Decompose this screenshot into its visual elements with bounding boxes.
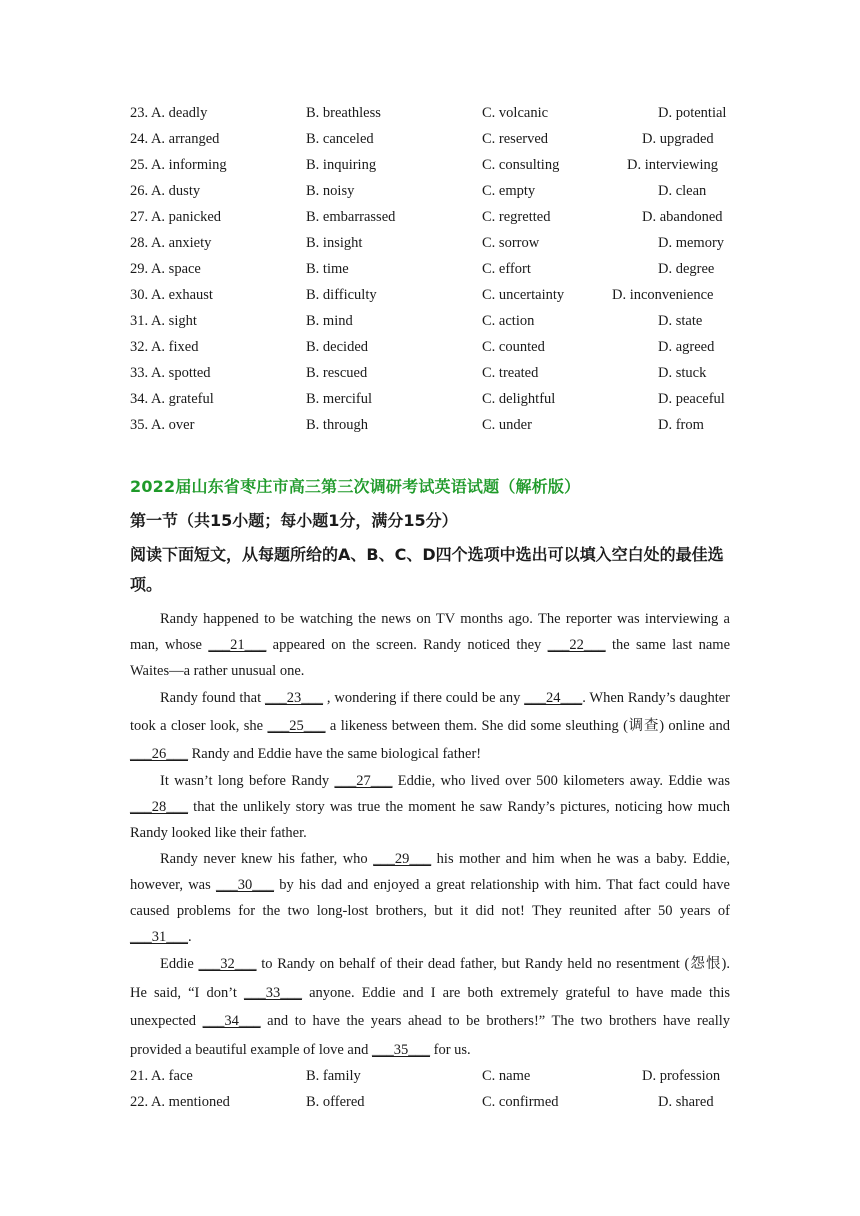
passage-text: . When Randy’s daughter took a closer look, she: [130, 690, 731, 734]
passage-text: Randy happened to be watching the news on TV months ago. The reporter was interviewing a man, whose: [130, 611, 730, 653]
option-d: D. agreed: [658, 339, 715, 355]
option-c: C. empty: [482, 183, 536, 199]
option-b: B. through: [306, 417, 369, 433]
paragraph-2: [130, 684, 730, 768]
passage-text: Randy never knew his father, who: [160, 851, 374, 867]
passage-text: Eddie: [160, 956, 199, 972]
passage-text: that the unlikely story was true the moment he saw Randy’s pictures, noticing how much Randy looked like their father.: [130, 799, 730, 841]
option-c: C. volcanic: [482, 105, 549, 121]
option-d: D. upgraded: [642, 131, 714, 147]
option-row-34: [130, 386, 750, 412]
option-a: 25. A. informing: [130, 157, 227, 173]
passage-text: the same last name Waites—a rather unusual one.: [130, 637, 731, 679]
option-d: D. shared: [658, 1094, 714, 1110]
option-b: B. family: [306, 1068, 361, 1084]
option-d: D. state: [658, 313, 703, 329]
blank-25: ___25___: [267, 718, 326, 734]
section-heading: 第一节（共15小题；每小题1分，满分15分）: [130, 511, 458, 530]
option-d: D. memory: [658, 235, 725, 251]
option-row-31: [130, 308, 750, 334]
blank-30: ___30___: [216, 877, 274, 893]
passage-text: to Randy on behalf of their dead father, but Randy held no resentment (怨恨). He said, “I don’t: [130, 956, 730, 1001]
option-a: 32. A. fixed: [130, 339, 199, 355]
option-c: C. sorrow: [482, 235, 540, 251]
instructions: 阅读下面短文，从每题所给的A、B、C、D四个选项中选出可以填入空白处的最佳选项。: [130, 545, 724, 594]
paragraph-1: [130, 606, 730, 684]
blank-33: ___33___: [243, 984, 302, 1001]
passage-text: Eddie, who lived over 500 kilometers away. Eddie was: [392, 773, 730, 789]
option-row-29: [130, 256, 750, 282]
option-row-25: [130, 152, 750, 178]
option-a: 35. A. over: [130, 417, 195, 433]
option-d: D. from: [658, 417, 704, 433]
cloze-passage: [130, 606, 730, 1064]
option-b: B. insight: [306, 235, 363, 251]
passage-text: and to have the years ahead to be brothers!” The two brothers have really provided a beautiful example of love and: [130, 1013, 730, 1058]
option-c: C. treated: [482, 365, 539, 381]
blank-34: ___34___: [202, 1013, 261, 1029]
option-b: B. breathless: [306, 105, 381, 121]
option-a: 22. A. mentioned: [130, 1094, 230, 1110]
option-d: D. abandoned: [642, 209, 723, 225]
passage-text: a likeness between them. She did some sleuthing (调查) online and: [325, 718, 730, 734]
option-b: B. inquiring: [306, 157, 377, 173]
option-c: C. reserved: [482, 131, 549, 147]
passage-text: It wasn’t long before Randy: [160, 773, 335, 789]
option-a: 31. A. sight: [130, 313, 197, 329]
passage-text: Randy and Eddie have the same biological father!: [188, 746, 482, 762]
blank-32: ___32___: [198, 956, 257, 972]
passage-text: Randy found that: [160, 690, 266, 706]
option-b: B. embarrassed: [306, 209, 396, 225]
option-c: C. counted: [482, 339, 545, 355]
option-a: 21. A. face: [130, 1068, 193, 1084]
option-b: B. difficulty: [306, 287, 377, 303]
option-a: 33. A. spotted: [130, 365, 211, 381]
option-row-27: [130, 204, 750, 230]
passage-text: for us.: [429, 1041, 471, 1058]
option-b: B. time: [306, 261, 349, 277]
blank-27: ___27___: [334, 773, 393, 789]
option-d: D. interviewing: [627, 157, 719, 173]
passage-text: , wondering if there could be any: [323, 690, 525, 706]
paragraph-4: [130, 846, 730, 950]
blank-31: ___31___: [130, 929, 188, 945]
blank-29: ___29___: [373, 851, 432, 867]
option-a: 30. A. exhaust: [130, 287, 213, 303]
option-d: D. profession: [642, 1068, 721, 1084]
option-b: B. merciful: [306, 391, 373, 407]
option-d: D. inconvenience: [612, 287, 714, 303]
exam-title: 2022届山东省枣庄市高三第三次调研考试英语试题（解析版）: [130, 477, 581, 496]
option-row-28: [130, 230, 750, 256]
option-d: D. peaceful: [658, 391, 725, 407]
paragraph-5: [130, 950, 730, 1064]
option-a: 34. A. grateful: [130, 391, 214, 407]
option-b: B. rescued: [306, 365, 368, 381]
option-b: B. canceled: [306, 131, 374, 147]
option-row-30: [130, 282, 750, 308]
option-d: D. stuck: [658, 365, 707, 381]
passage-text: by his dad and enjoyed a great relationship with him. That fact could have caused problems for the two long-lost brothers, but it did not! They reunited after 50 years of: [130, 877, 730, 919]
option-row-33: [130, 360, 750, 386]
option-c: C. uncertainty: [482, 287, 565, 303]
blank-21: ___21___: [208, 637, 267, 653]
option-c: C. effort: [482, 261, 531, 277]
blank-23: ___23___: [265, 690, 324, 706]
option-c: C. confirmed: [482, 1094, 559, 1110]
option-b: B. offered: [306, 1094, 365, 1110]
option-a: 27. A. panicked: [130, 209, 222, 225]
option-a: 29. A. space: [130, 261, 201, 277]
blank-26: ___26___: [130, 746, 188, 762]
option-d: D. potential: [658, 105, 727, 121]
option-c: C. name: [482, 1068, 531, 1084]
passage-text: .: [188, 929, 192, 945]
option-c: C. consulting: [482, 157, 560, 173]
option-row-26: [130, 178, 750, 204]
option-b: B. mind: [306, 313, 353, 329]
option-row-22: [130, 1089, 750, 1115]
blank-24: ___24___: [524, 690, 583, 706]
option-row-21: [130, 1063, 750, 1089]
option-row-32: [130, 334, 750, 360]
option-d: D. degree: [658, 261, 715, 277]
blank-28: ___28___: [130, 799, 188, 815]
option-row-23: [130, 100, 750, 126]
blank-22: ___22___: [547, 637, 606, 653]
option-a: 28. A. anxiety: [130, 235, 212, 251]
passage-text: appeared on the screen. Randy noticed they: [266, 637, 548, 653]
option-c: C. under: [482, 417, 532, 433]
option-row-35: [130, 412, 750, 438]
option-c: C. regretted: [482, 209, 551, 225]
option-row-24: [130, 126, 750, 152]
passage-text: his mother and him when he was a baby. Eddie, however, was: [130, 851, 730, 893]
option-b: B. decided: [306, 339, 369, 355]
option-b: B. noisy: [306, 183, 355, 199]
option-c: C. delightful: [482, 391, 556, 407]
passage-text: anyone. Eddie and I are both extremely grateful to have made this unexpected: [130, 984, 730, 1029]
option-c: C. action: [482, 313, 535, 329]
option-a: 24. A. arranged: [130, 131, 220, 147]
paragraph-3: [130, 768, 730, 846]
option-a: 26. A. dusty: [130, 183, 201, 199]
option-a: 23. A. deadly: [130, 105, 208, 121]
option-d: D. clean: [658, 183, 707, 199]
blank-35: ___35___: [371, 1041, 430, 1058]
